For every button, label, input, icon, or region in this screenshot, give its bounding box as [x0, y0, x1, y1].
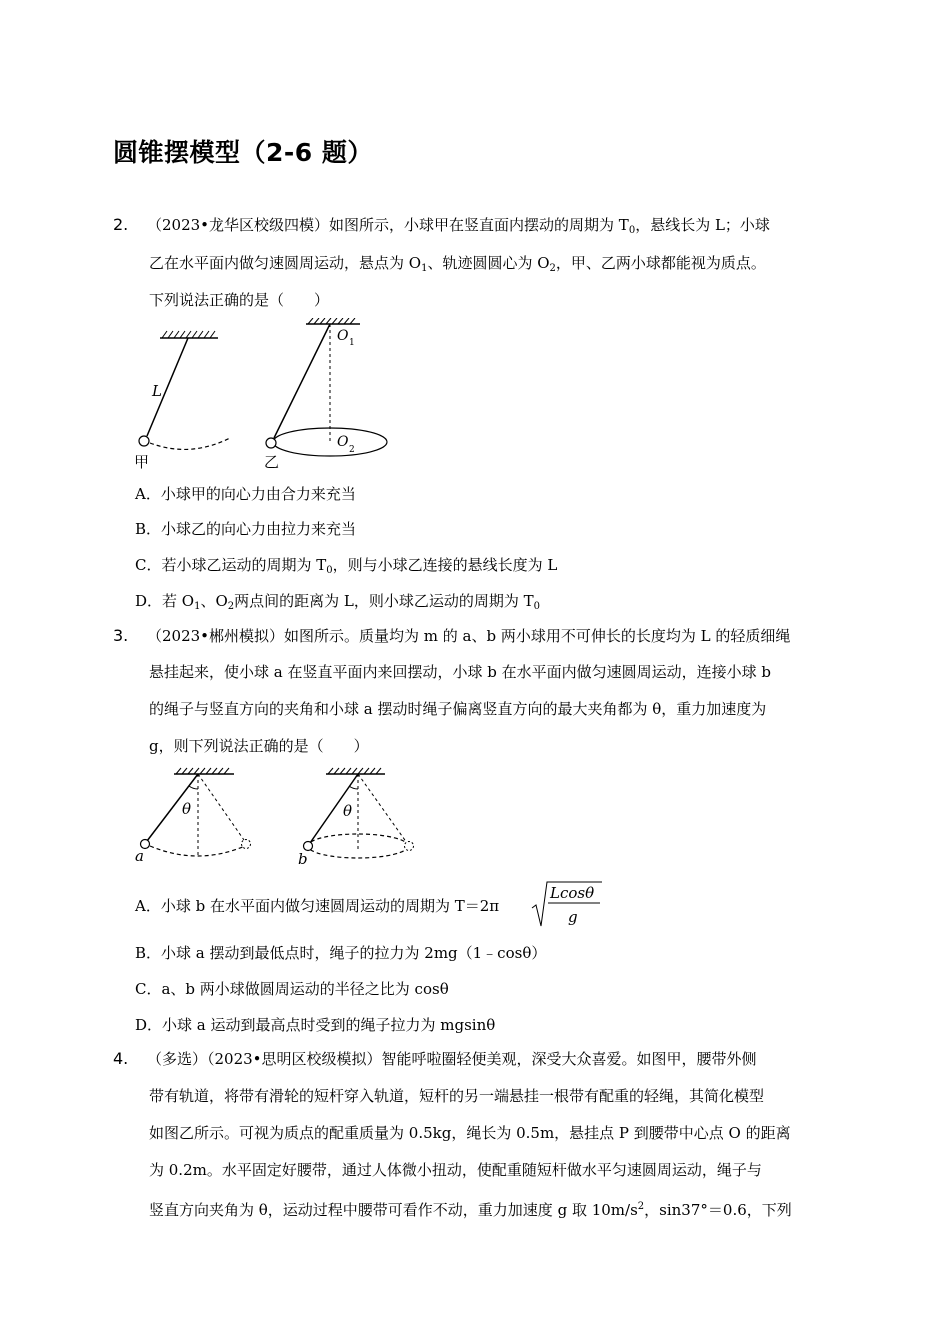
question-3-line-2: 悬挂起来，使小球 a 在竖直平面内来回摆动，小球 b 在水平面内做匀速圆周运动，连接小球 b — [149, 663, 771, 681]
question-2-option-a: A．小球甲的向心力由合力来充当 — [135, 485, 356, 503]
ball-a-right — [242, 840, 251, 849]
question-3-number: 3. — [113, 626, 129, 645]
svg-text:2: 2 — [349, 445, 355, 455]
question-2-option-d: D．若 $O_1$、$O_2$两点间的距离为 L，则小球乙运动的周期为 $T_0$ — [135, 592, 541, 612]
sqrt-formula — [530, 878, 605, 930]
label-jia: 甲 — [134, 453, 150, 471]
label-L: L — [152, 382, 162, 400]
ball-jia — [139, 436, 149, 446]
question-3-line-4: g，则下列说法正确的是（ ） — [149, 737, 369, 755]
ball-b-right — [405, 842, 414, 851]
question-3-line-3: 的绳子与竖直方向的夹角和小球 a 摆动时绳子偏离竖直方向的最大夹角都为 θ，重力加速度为 — [149, 700, 767, 718]
label-O1: O — [337, 328, 349, 344]
question-3-figure — [130, 766, 430, 870]
question-2-line-1: （2023•龙华区校级四模）如图所示，小球甲在竖直面内摆动的周期为 $T_0$，悬线长为 L；小球 — [147, 216, 770, 236]
label-a: a — [135, 847, 144, 865]
question-3-option-b: B．小球 a 摆动到最低点时，绳子的拉力为 2mg（1﹣cosθ） — [135, 944, 547, 962]
question-2-option-b: B．小球乙的向心力由拉力来充当 — [135, 520, 357, 538]
question-2-number: 2. — [113, 215, 129, 234]
label-yi: 乙 — [264, 453, 280, 471]
question-4-line-1: （多选）（2023•思明区校级模拟）智能呼啦圈轻便美观，深受大众喜爱。如图甲，腰带外侧 — [147, 1050, 757, 1068]
question-2-line-3: 下列说法正确的是（ ） — [149, 291, 330, 309]
question-3-option-c: C．a、b 两小球做圆周运动的半径之比为 cosθ — [135, 980, 449, 998]
ball-yi — [266, 438, 276, 448]
question-3-line-1: （2023•郴州模拟）如图所示。质量均为 m 的 a、b 两小球用不可伸长的长度均为 L 的轻质细绳 — [147, 627, 791, 645]
question-4-line-4: 为 0.2m。水平固定好腰带，通过人体微小扭动，使配重随短杆做水平匀速圆周运动，绳子与 — [149, 1161, 762, 1179]
question-4-line-3: 如图乙所示。可视为质点的配重质量为 0.5kg，绳长为 0.5m，悬挂点 P 到腰带中心点 O 的距离 — [149, 1124, 791, 1142]
label-b: b — [298, 850, 308, 868]
label-theta-b: θ — [343, 802, 353, 820]
label-theta-a: θ — [182, 800, 192, 818]
question-4-number: 4. — [113, 1049, 129, 1068]
formula-denominator: g — [568, 908, 578, 926]
svg-text:1: 1 — [349, 338, 355, 348]
question-2-line-2: 乙在水平面内做匀速圆周运动，悬点为 $O_1$、轨迹圆圆心为 $O_2$，甲、乙两小球都能视为质点。 — [149, 254, 766, 274]
formula-numerator: Lcosθ — [550, 884, 595, 902]
question-3-option-d: D．小球 a 运动到最高点时受到的绳子拉力为 mgsinθ — [135, 1016, 496, 1034]
question-2-figure — [130, 318, 400, 474]
label-O2: O — [337, 434, 349, 450]
question-4-line-5: 竖直方向夹角为 θ，运动过程中腰带可看作不动，重力加速度 g 取 $10m/s^2$，sin37°＝0.6，下列 — [149, 1201, 792, 1219]
question-2-option-c: C．若小球乙运动的周期为 $T_0$，则与小球乙连接的悬线长度为 L — [135, 556, 558, 576]
question-4-line-2: 带有轨道，将带有滑轮的短杆穿入轨道，短杆的另一端悬挂一根带有配重的轻绳，其简化模型 — [149, 1087, 765, 1105]
question-3-option-a: A．小球 b 在水平面内做匀速圆周运动的周期为 T＝2π — [135, 897, 500, 915]
section-title: 圆锥摆模型（2-6 题） — [113, 138, 373, 167]
